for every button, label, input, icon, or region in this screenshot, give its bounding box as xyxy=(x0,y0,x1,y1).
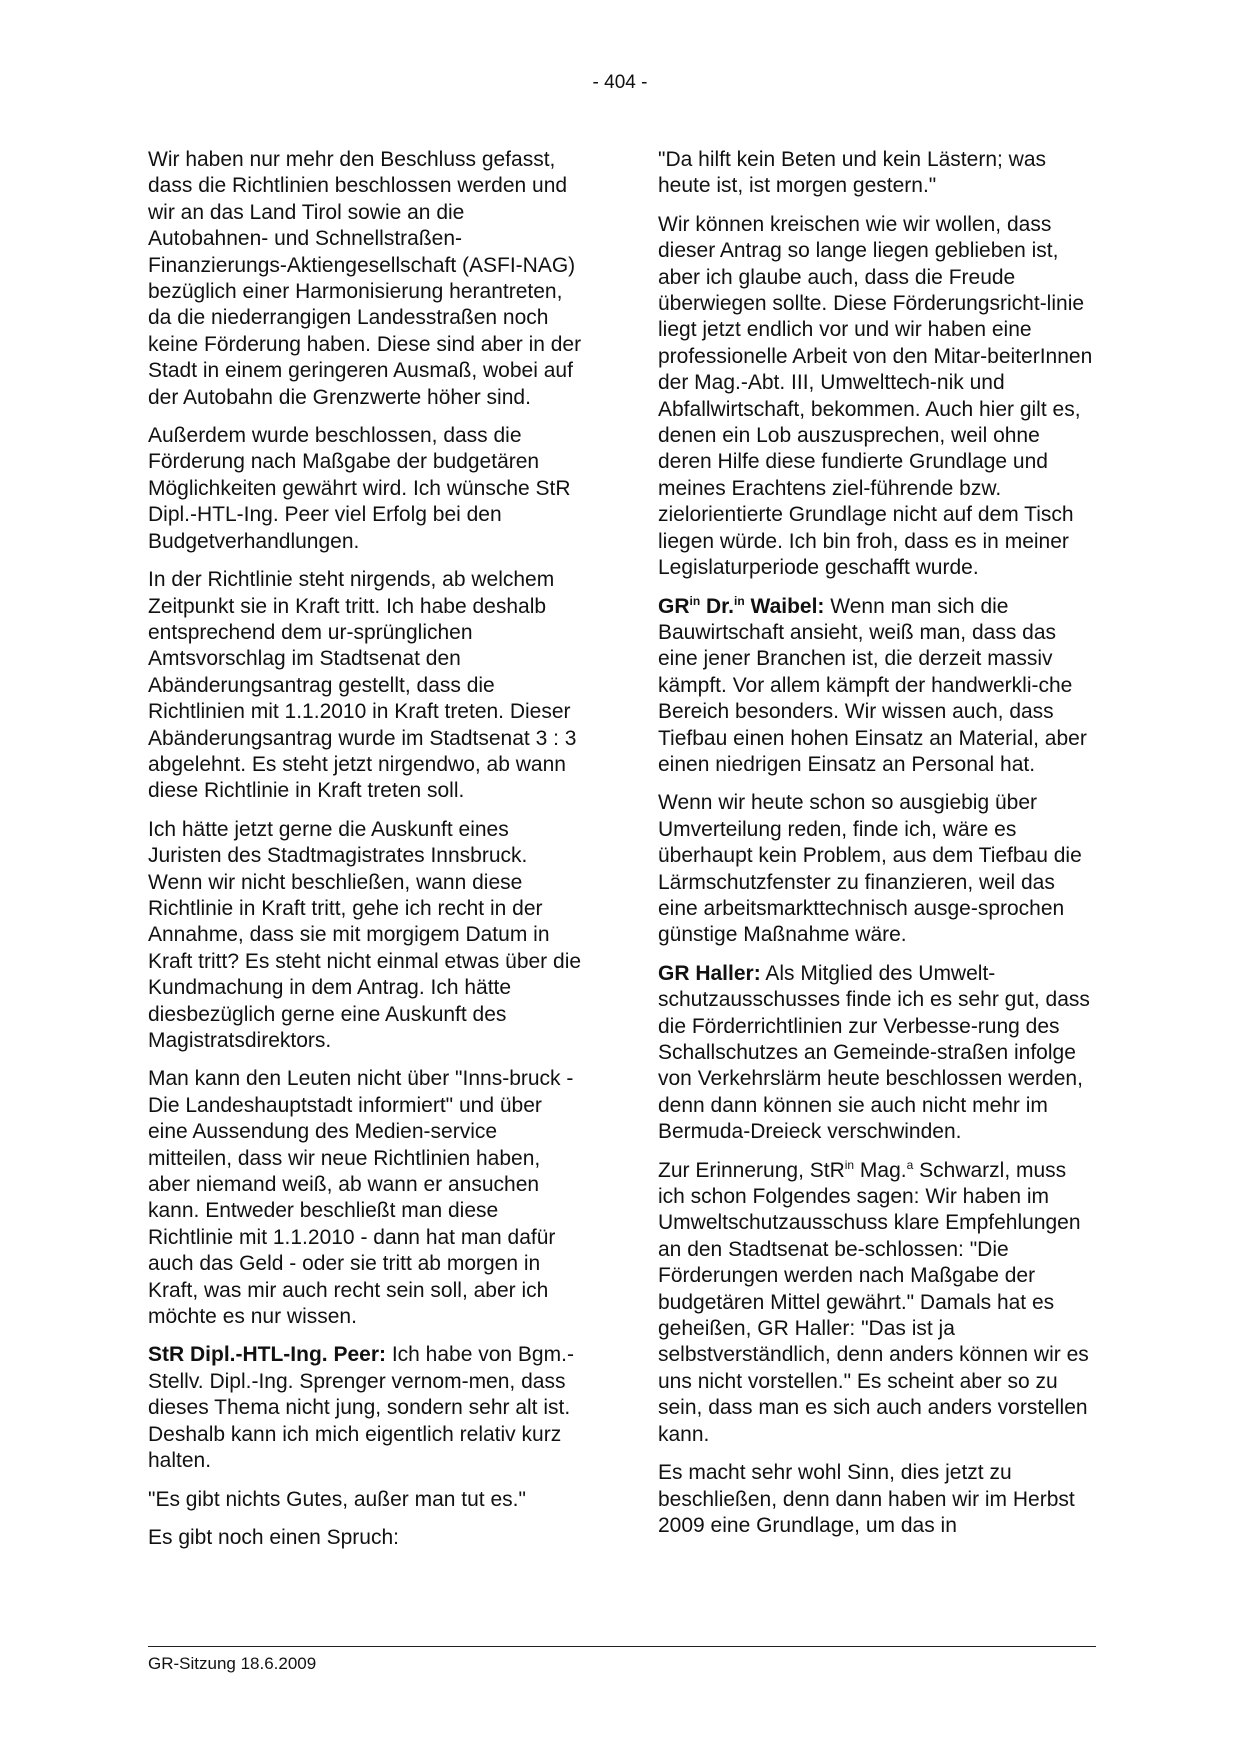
paragraph: Wir können kreischen wie wir wollen, dass dieser Antrag so lange liegen geblieben ist, aber ich glaube auch, dass die Freude überwiegen sollte. Diese Förderungsricht-linie liegt jetzt endlich vor und wir haben eine professionelle Arbeit von den Mitar-beiterInnen der Mag.-Abt. III, Umwelttech-nik und Abfallwirtschaft, bekommen. Auch hier gilt es, denen ein Lob auszusprechen, weil ohne deren Hilfe diese fundierte Grundlage und meines Erachtens ziel-führende bzw. zielorientierte Grundlage nicht auf dem Tisch liegen würde. Ich bin froh, dass es in meiner Legislaturperiode geschafft wurde. xyxy=(658,212,1093,580)
speaker-name: $GR^{in}$ Dr.$^{in}$ Waibel: xyxy=(658,593,825,618)
page-number: - 404 - xyxy=(592,72,648,93)
paragraph: Man kann den Leuten nicht über "Inns-bruck - Die Landeshauptstadt informiert" und über eine Aussendung des Medien-service mitteilen, dass wir neue Richtlinien haben, aber niemand weiß, ab wann er ansuchen kann. Entweder beschließt man diese Richtlinie mit 1.1.2010 - dann hat man dafür auch das Geld - oder sie tritt ab morgen in Kraft, was mir auch recht sein soll, aber ich möchte es nur wissen. xyxy=(148,1067,574,1329)
quote-line: heute ist, ist morgen gestern." xyxy=(658,174,937,198)
paragraph: Zur Erinnerung, StR$^{in}$ Mag.$^a$ Schwarzl, muss ich schon Folgendes sagen: Wir haben im Umweltschutzausschuss klare Empfehlungen an den Stadtsenat be-schlossen: "Die Förderungen werden nach Maßgabe der budgetären Mittel gewährt." Damals hat es geheißen, GR Haller: "Das ist ja selbstverständlich, denn anders können wir es uns nicht vorstellen." Es scheint aber so zu sein, dass man es sich auch anders vorstellen kann. xyxy=(658,1157,1089,1446)
paragraph: Außerdem wurde beschlossen, dass die Förderung nach Maßgabe der budgetären Möglichkeiten gewährt wird. Ich wünsche StR Dipl.-HTL-Ing. Peer viel Erfolg bei den Budgetverhandlungen. xyxy=(148,424,571,553)
speech-paragraph xyxy=(148,1342,586,1474)
speech-text: Wenn man sich die Bauwirtschaft ansieht, weiß man, dass das eine jener Branchen ist, die derzeit massiv kämpft. Vor allem kämpft der handwerkli-che Bereich besonders. Wir wissen auch, dass Tiefbau einen hohen Einsatz an Material, aber einen niedrigen Einsatz an Personal hat. xyxy=(658,594,1087,776)
speaker-name: GR Haller: xyxy=(658,961,761,985)
footer-text: GR-Sitzung 18.6.2009 xyxy=(148,1654,317,1673)
right-column xyxy=(658,147,1096,1539)
paragraph: In der Richtlinie steht nirgends, ab welchem Zeitpunkt sie in Kraft tritt. Ich habe deshalb entsprechend dem ur-sprünglichen Amtsvorschlag im Stadtsenat den Abänderungsantrag gestellt, dass die Richtlinien mit 1.1.2010 in Kraft treten. Dieser Abänderungsantrag wurde im Stadtsenat 3 : 3 abgelehnt. Es steht jetzt nirgendwo, ab wann diese Richtlinie in Kraft treten soll. xyxy=(148,568,577,803)
speech-text: Ich habe von Bgm.-Stellv. Dipl.-Ing. Sprenger vernom-men, dass dieses Thema nicht jung, sondern sehr alt ist. Deshalb kann ich mich eigentlich relativ kurz halten. xyxy=(148,1343,574,1473)
paragraph: Es gibt noch einen Spruch: xyxy=(148,1525,399,1549)
paragraph: Wenn wir heute schon so ausgiebig über Umverteilung reden, finde ich, wäre es überhaupt kein Problem, aus dem Tiefbau die Lärmschutzfenster zu finanzieren, weil das eine arbeitsmarkttechnisch ausge-sprochen günstige Maßnahme wäre. xyxy=(658,791,1082,947)
paragraph: Es macht sehr wohl Sinn, dies jetzt zu beschließen, denn dann haben wir im Herbst 2009 eine Grundlage, um das in xyxy=(658,1461,1075,1537)
footer-divider xyxy=(148,1646,1096,1647)
paragraph: "Es gibt nichts Gutes, außer man tut es." xyxy=(148,1487,526,1511)
quote-line: "Da hilft kein Beten und kein Lästern; was xyxy=(658,148,1047,171)
paragraph: Wir haben nur mehr den Beschluss gefasst, dass die Richtlinien beschlossen werden und wir an das Land Tirol sowie an die Autobahnen- und Schnellstraßen-Finanzierungs-Aktiengesellschaft (ASFI-NAG) bezüglich einer Harmonisierung herantreten, da die niederrangigen Landesstraßen noch keine Förderung haben. Diese sind aber in der Stadt in einem geringeren Ausmaß, wobei auf der Autobahn die Grenzwerte höher sind. xyxy=(148,148,582,409)
speech-paragraph xyxy=(658,594,1096,779)
speaker-name: StR Dipl.-HTL-Ing. Peer: xyxy=(148,1343,386,1367)
speech-paragraph xyxy=(658,961,1096,1146)
left-column xyxy=(148,147,586,1551)
paragraph: Ich hätte jetzt gerne die Auskunft eines Juristen des Stadtmagistrates Innsbruck. Wenn wir nicht beschließen, wann diese Richtlinie in Kraft tritt, gehe ich recht in der Annahme, dass sie mit morgigem Datum in Kraft tritt? Es steht nicht einmal etwas über die Kundmachung in dem Antrag. Ich hätte diesbezüglich gerne eine Auskunft des Magistratsdirektors. xyxy=(148,817,582,1052)
quote-paragraph xyxy=(658,147,1096,200)
speech-text: Als Mitglied des Umwelt-schutzausschusses finde ich es sehr gut, dass die Förderrichtlinien zur Verbesse-rung des Schallschutzes an Gemeinde-straßen infolge von Verkehrslärm heute beschlossen werden, denn dann können sie auch nicht mehr im Bermuda-Dreieck verschwinden. xyxy=(658,961,1090,1144)
